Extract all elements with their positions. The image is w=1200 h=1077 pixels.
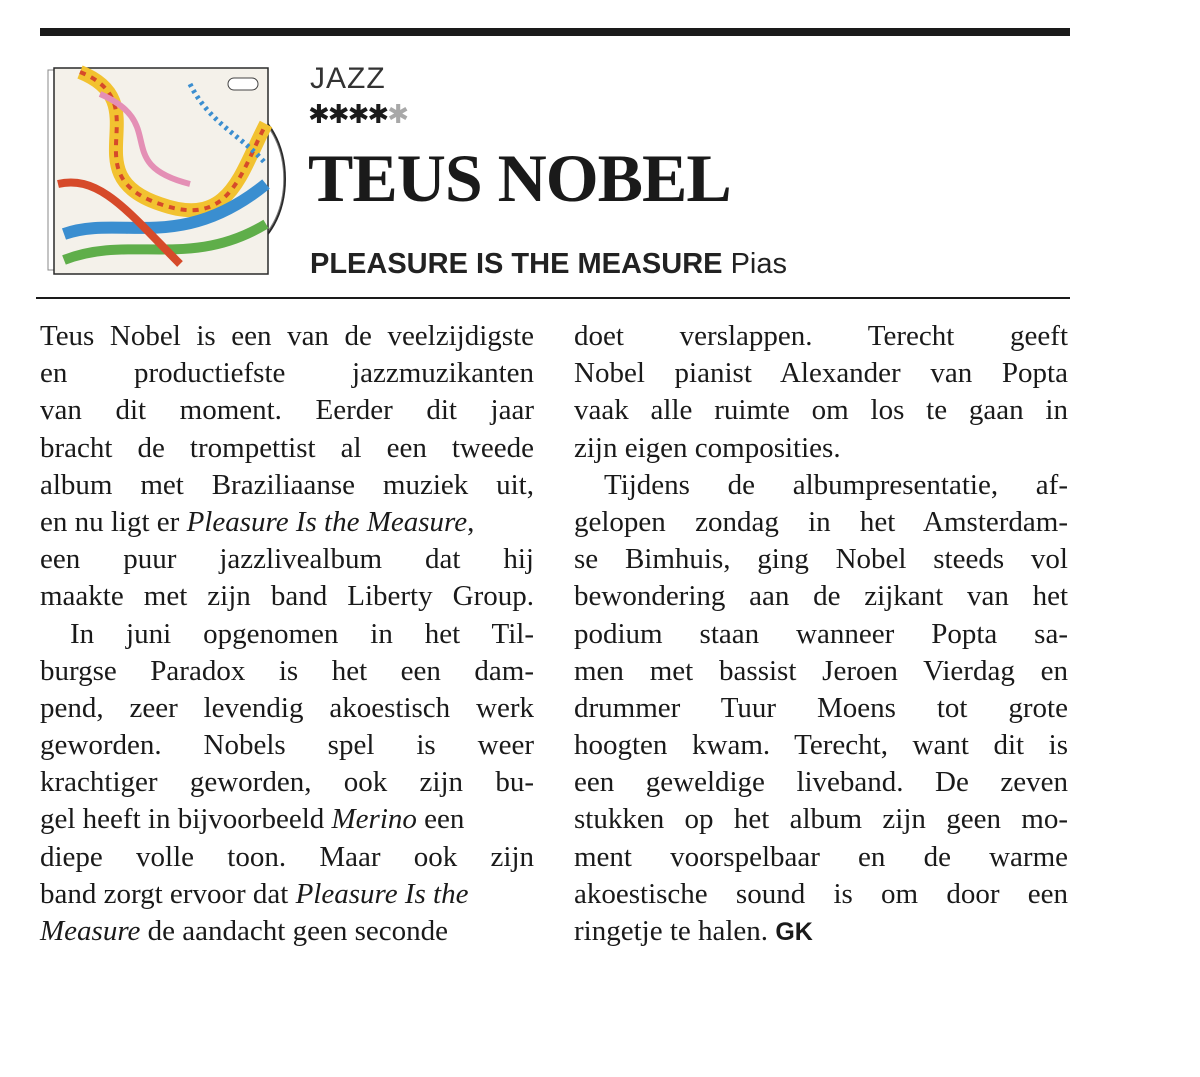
text-line [40, 876, 534, 913]
text-line: gelopen zondag in het Amsterdam- [574, 505, 1068, 538]
section-divider [36, 297, 1070, 299]
album-title: PLEASURE IS THE MEASURE [310, 248, 723, 280]
text-line: doet verslappen. Terecht geeft [574, 320, 1068, 352]
text-line: geworden. Nobels spel is weer [40, 729, 534, 762]
text-line: se Bimhuis, ging Nobel steeds vol [574, 543, 1068, 576]
album-subline [310, 248, 787, 281]
text-fragment: en nu ligt er [40, 505, 187, 538]
text-line: vaak alle ruimte om los te gaan in [574, 394, 1068, 427]
text-line: pend, zeer levendig akoestisch werk [40, 691, 534, 724]
star-icon: ✱ [387, 100, 407, 130]
star-icon: ✱ [327, 100, 348, 130]
text-line: Tijdens de albumpresentatie, af- [604, 468, 1068, 501]
text-line: In juni opgenomen in het Til- [70, 617, 534, 650]
text-line: een geweldige liveband. De zeven [574, 766, 1068, 799]
italic-title: Merino [331, 803, 417, 836]
artist-headline: TEUS NOBEL [308, 140, 731, 216]
star-icon: ✱ [367, 100, 388, 130]
text-fragment: de aandacht geen seconde [140, 915, 448, 947]
text-line: maakte met zijn band Liberty Group. [40, 580, 534, 613]
text-line [40, 801, 534, 838]
star-rating [308, 100, 407, 130]
top-rule [40, 28, 1070, 36]
author-initials: GK [775, 918, 813, 946]
text-line: stukken op het album zijn geen mo- [574, 803, 1068, 836]
text-line: akoestische sound is om door een [574, 877, 1068, 910]
text-line: en productiefste jazzmuzikanten [40, 357, 534, 390]
record-label: Pias [730, 248, 787, 280]
album-cover [40, 64, 290, 279]
text-line [40, 504, 534, 541]
text-line [574, 913, 1068, 950]
album-cover-image [40, 64, 290, 279]
text-line: van dit moment. Eerder dit jaar [40, 394, 534, 427]
article-column-right [574, 318, 1068, 950]
article-column-left [40, 318, 534, 950]
genre-label: JAZZ [310, 62, 386, 95]
text-line: album met Braziliaanse muziek uit, [40, 468, 534, 501]
text-fragment: , [467, 505, 475, 538]
text-fragment: gel heeft in bijvoorbeeld [40, 803, 332, 836]
text-line: bracht de trompettist al een tweede [40, 431, 534, 464]
text-fragment: een [416, 803, 465, 836]
text-line: drummer Tuur Moens tot grote [574, 691, 1068, 724]
text-line: burgse Paradox is het een dam- [40, 654, 534, 687]
text-line: Teus Nobel is een van de veelzijdigste [40, 320, 534, 352]
text-line: een puur jazzlivealbum dat hij [40, 543, 534, 576]
star-icon: ✱ [308, 100, 328, 130]
italic-title: Pleasure Is the Measure [186, 505, 468, 538]
text-line [40, 913, 534, 950]
text-line: krachtiger geworden, ook zijn bu- [40, 766, 534, 799]
italic-title: Measure [40, 915, 141, 947]
italic-title: Pleasure Is the [295, 877, 469, 910]
text-line: men met bassist Jeroen Vierdag en [574, 654, 1068, 687]
star-icon: ✱ [347, 100, 368, 130]
text-line: Nobel pianist Alexander van Popta [574, 357, 1068, 390]
text-line: zijn eigen composities. [574, 431, 841, 464]
text-fragment: band zorgt ervoor dat [40, 877, 296, 910]
text-fragment: ringetje te halen. [574, 915, 776, 947]
text-line: diepe volle toon. Maar ook zijn [40, 840, 534, 873]
text-line: hoogten kwam. Terecht, want dit is [574, 729, 1068, 762]
text-line: podium staan wanneer Popta sa- [574, 617, 1068, 650]
text-line: ment voorspelbaar en de warme [574, 840, 1068, 873]
text-line: bewondering aan de zijkant van het [574, 580, 1068, 613]
